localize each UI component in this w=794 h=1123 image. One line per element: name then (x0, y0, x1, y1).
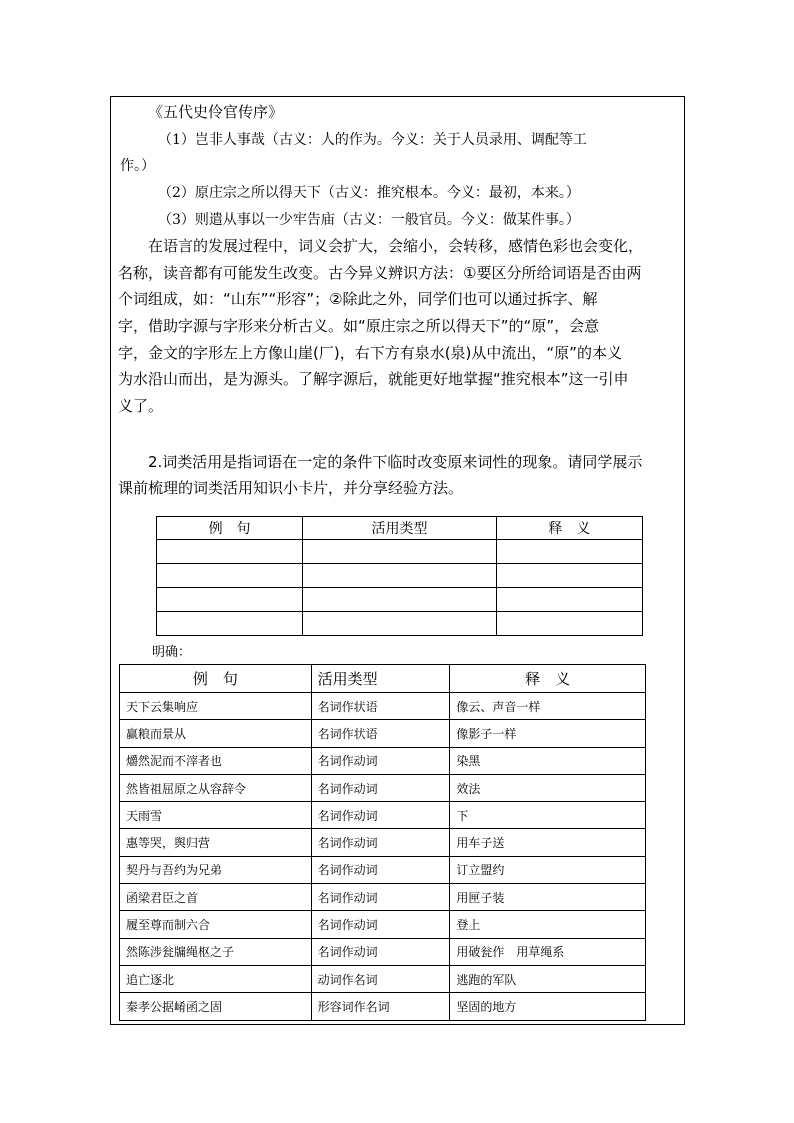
usage-type-cell: 名词作动词 (311, 802, 450, 829)
example-3: （3）则遣从事以一少牢告庙（古义：一般官员。今义：做某件事。） (158, 212, 580, 228)
table-row (120, 747, 646, 774)
table-row (120, 693, 646, 720)
example-sentence-cell: 赢粮而景从 (120, 720, 312, 747)
example-sentence-cell: 天下云集响应 (120, 693, 312, 720)
table-row (120, 720, 646, 747)
usage-type-cell: 名词作动词 (311, 884, 450, 911)
blank-card-table (156, 516, 643, 636)
meaning-cell: 逃跑的军队 (450, 965, 646, 992)
table-header: 例 句 (157, 517, 303, 540)
table-header: 例 句 (120, 665, 312, 693)
example-sentence-cell: 契丹与吾约为兄弟 (120, 856, 312, 883)
paragraph-line: 在语言的发展过程中，词义会扩大，会缩小，会转移，感情色彩也会变化， (148, 237, 644, 255)
table-row (157, 564, 643, 588)
table-row (120, 993, 646, 1020)
table-row (120, 802, 646, 829)
usage-type-cell: 名词作动词 (311, 911, 450, 938)
meaning-cell: 用匣子装 (450, 884, 646, 911)
meaning-cell: 订立盟约 (450, 856, 646, 883)
example-sentence-cell: 爝然泥而不滓者也 (120, 747, 312, 774)
paragraph-line: 字，借助字源与字形来分析古义。如“原庄宗之所以得天下”的“原”，会意 (118, 317, 600, 335)
example-sentence-cell: 然皆祖屈原之从容辞令 (120, 774, 312, 801)
usage-type-cell: 名词作动词 (311, 747, 450, 774)
table-row (120, 911, 646, 938)
example-sentence-cell: 函梁君臣之首 (120, 884, 312, 911)
meaning-cell: 染黑 (450, 747, 646, 774)
clarification-label: 明确： (152, 645, 192, 660)
example-sentence-cell: 天雨雪 (120, 802, 312, 829)
meaning-cell: 登上 (450, 911, 646, 938)
word-usage-table (119, 664, 646, 1021)
table-header: 释 义 (496, 517, 642, 540)
meaning-cell: 下 (450, 802, 646, 829)
paragraph-line: 个词组成，如：“山东”“形容”；②除此之外，同学们也可以通过拆字、解 (118, 290, 598, 308)
meaning-cell: 用车子送 (450, 829, 646, 856)
example-sentence-cell: 然陈涉瓮牖绳枢之子 (120, 938, 312, 965)
table-row (157, 588, 643, 612)
table-header: 活用类型 (303, 517, 497, 540)
usage-type-cell: 名词作状语 (311, 693, 450, 720)
table-header: 释 义 (450, 665, 646, 693)
paragraph-line: 字，金文的字形左上方像山崖(厂)，右下方有泉水(泉)从中流出，“原”的本义 (118, 344, 622, 362)
table-row (157, 612, 643, 636)
example-sentence-cell: 惠等哭，舆归营 (120, 829, 312, 856)
section-2-line: 2.词类活用是指词语在一定的条件下临时改变原来词性的现象。请同学展示 (148, 453, 643, 471)
table-row (120, 829, 646, 856)
example-1-line-2: 作。） (120, 158, 155, 174)
meaning-cell: 坚固的地方 (450, 993, 646, 1020)
paragraph-line: 名称，读音都有可能发生改变。古今异义辨识方法：①要区分所给词语是否由两 (118, 264, 642, 282)
table-row (120, 856, 646, 883)
table-row (120, 965, 646, 992)
meaning-cell: 效法 (450, 774, 646, 801)
usage-type-cell: 动词作名词 (311, 965, 450, 992)
usage-type-cell: 名词作动词 (311, 938, 450, 965)
table-row (120, 938, 646, 965)
table-row (120, 884, 646, 911)
usage-type-cell: 名词作状语 (311, 720, 450, 747)
example-1-line-1: （1）岂非人事哉（古义：人的作为。今义：关于人员录用、调配等工 (158, 132, 587, 148)
usage-type-cell: 名词作动词 (311, 774, 450, 801)
section-2-line: 课前梳理的词类活用知识小卡片，并分享经验方法。 (118, 479, 464, 497)
usage-type-cell: 名词作动词 (311, 856, 450, 883)
meaning-cell: 像云、声音一样 (450, 693, 646, 720)
example-sentence-cell: 追亡逐北 (120, 965, 312, 992)
paragraph-line: 义了。 (118, 397, 164, 415)
source-title: 《五代史伶官传序》 (148, 103, 284, 121)
example-2: （2）原庄宗之所以得天下（古义：推究根本。今义：最初，本来。） (158, 185, 580, 201)
meaning-cell: 像影子一样 (450, 720, 646, 747)
usage-type-cell: 形容词作名词 (311, 993, 450, 1020)
usage-type-cell: 名词作动词 (311, 829, 450, 856)
table-row (157, 540, 643, 564)
table-row (120, 774, 646, 801)
paragraph-line: 为水沿山而出，是为源头。了解字源后，就能更好地掌握“推究根本”这一引申 (118, 370, 629, 388)
table-header: 活用类型 (311, 665, 450, 693)
meaning-cell: 用破瓮作 用草绳系 (450, 938, 646, 965)
example-sentence-cell: 秦孝公据崤函之固 (120, 993, 312, 1020)
example-sentence-cell: 履至尊而制六合 (120, 911, 312, 938)
